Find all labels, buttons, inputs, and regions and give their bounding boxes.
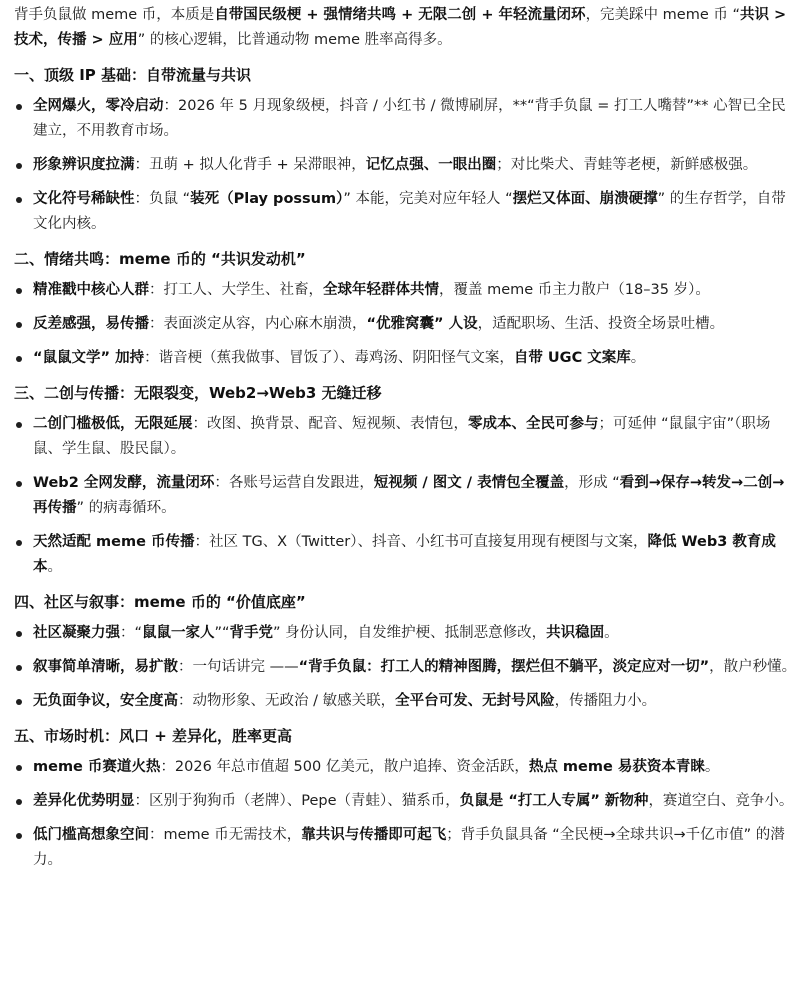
bold-text-run: 背手党 bbox=[229, 625, 274, 641]
text-run: 。 bbox=[604, 625, 619, 641]
bold-text-run: 零成本、全民可参与 bbox=[468, 416, 599, 432]
bullet-list bbox=[14, 412, 798, 580]
list-item bbox=[14, 412, 798, 462]
list-item bbox=[14, 530, 798, 580]
text-run: ：负鼠 “ bbox=[134, 191, 191, 207]
bold-text-run: 热点 meme 易获资本青睐 bbox=[528, 759, 705, 775]
list-item bbox=[14, 789, 798, 814]
text-run: ：一句话讲完 —— bbox=[178, 659, 299, 675]
text-run: ：“ bbox=[120, 625, 143, 641]
text-run: ；可延伸 “鼠鼠宇宙”（职场鼠、学生鼠、股民鼠）。 bbox=[33, 416, 771, 457]
text-run: ：各账号运营自发跟进， bbox=[214, 475, 374, 491]
list-item bbox=[14, 187, 798, 237]
text-run: 背手负鼠做 meme 币，本质是 bbox=[14, 7, 215, 23]
bold-text-run: Web2 全网发酵，流量闭环 bbox=[33, 475, 215, 491]
bold-text-run: 短视频 / 图文 / 表情包全覆盖 bbox=[373, 475, 565, 491]
text-run: ：社区 TG、X（Twitter）、抖音、小红书可直接复用现有梗图与文案， bbox=[194, 534, 648, 550]
sections-container bbox=[14, 62, 798, 873]
section-heading: 二、情绪共鸣：meme 币的 “共识发动机” bbox=[14, 250, 306, 268]
text-run: ” 身份认同，自发维护梗、抵制恶意修改， bbox=[273, 625, 547, 641]
bold-text-run: 降低 Web3 教育成本 bbox=[33, 534, 776, 575]
text-run: ：打工人、大学生、社畜， bbox=[149, 282, 323, 298]
bold-text-run: “鼠鼠文学” 加持 bbox=[33, 350, 145, 366]
text-run: ；对比柴犬、青蛙等老梗，新鲜感极强。 bbox=[496, 157, 758, 173]
text-run: ，覆盖 meme 币主力散户（18–35 岁）。 bbox=[439, 282, 710, 298]
text-run: ” 的生存哲学，自带文化内核。 bbox=[33, 191, 786, 232]
text-run: ：区别于狗狗币（老牌）、Pepe（青蛙）、猫系币， bbox=[134, 793, 460, 809]
bold-text-run: 文化符号稀缺性 bbox=[33, 191, 135, 207]
text-run: ：meme 币无需技术， bbox=[149, 827, 302, 843]
list-item bbox=[14, 621, 798, 646]
bold-text-run: 装死（Play possum） bbox=[190, 191, 344, 207]
bullet-list bbox=[14, 94, 798, 237]
bullet-dot-icon bbox=[16, 631, 22, 637]
text-run: ，形成 “ bbox=[564, 475, 620, 491]
bullet-dot-icon bbox=[16, 322, 22, 328]
bold-text-run: 全网爆火，零冷启动 bbox=[33, 98, 164, 114]
section-heading: 四、社区与叙事：meme 币的 “价值底座” bbox=[14, 593, 306, 611]
text-run: ” 本能，完美对应年轻人 “ bbox=[343, 191, 513, 207]
bullet-dot-icon bbox=[16, 765, 22, 771]
bullet-list bbox=[14, 278, 798, 371]
bold-text-run: 看到→保存→转发→二创→再传播 bbox=[33, 475, 785, 516]
bullet-dot-icon bbox=[16, 197, 22, 203]
text-run: ：表面淡定从容，内心麻木崩溃， bbox=[149, 316, 367, 332]
list-item bbox=[14, 346, 798, 371]
list-item bbox=[14, 278, 798, 303]
text-run: ：动物形象、无政治 / 敏感关联， bbox=[178, 693, 396, 709]
text-run: 。 bbox=[704, 759, 720, 775]
text-run: ” 的病毒循环。 bbox=[76, 500, 176, 516]
bold-text-run: 记忆点强、一眼出圈 bbox=[365, 157, 497, 173]
list-item bbox=[14, 94, 798, 144]
bullet-list bbox=[14, 621, 798, 714]
bold-text-run: 低门槛高想象空间 bbox=[33, 827, 149, 843]
section-heading: 一、顶级 IP 基础：自带流量与共识 bbox=[14, 66, 252, 84]
section-heading: 五、市场时机：风口 + 差异化，胜率更高 bbox=[14, 727, 293, 745]
list-item bbox=[14, 689, 798, 714]
text-run: ：谐音梗（蕉我做事、冒饭了）、毒鸡汤、阴阳怪气文案， bbox=[144, 350, 514, 366]
bullet-dot-icon bbox=[16, 422, 22, 428]
bullet-dot-icon bbox=[16, 481, 22, 487]
bold-text-run: “优雅窝囊” 人设 bbox=[366, 316, 478, 332]
text-run: ，赛道空白、竞争小。 bbox=[648, 793, 794, 809]
bold-text-run: 鼠鼠一家人 bbox=[142, 625, 215, 641]
list-item bbox=[14, 312, 798, 337]
bold-text-run: 天然适配 meme 币传播 bbox=[33, 534, 195, 550]
text-run: ” 的核心逻辑，比普通动物 meme 胜率高得多。 bbox=[137, 32, 452, 48]
bold-text-run: 全球年轻群体共情 bbox=[323, 282, 439, 298]
bold-text-run: 自带 UGC 文案库 bbox=[513, 350, 631, 366]
bold-text-run: “背手负鼠：打工人的精神图腾，摆烂但不躺平，淡定应对一切” bbox=[298, 659, 710, 675]
bullet-dot-icon bbox=[16, 288, 22, 294]
bold-text-run: 社区凝聚力强 bbox=[33, 625, 120, 641]
text-run: ，传播阻力小。 bbox=[554, 693, 657, 709]
bold-text-run: 靠共识与传播即可起飞 bbox=[301, 827, 447, 843]
text-run: ，适配职场、生活、投资全场景吐槽。 bbox=[477, 316, 725, 332]
bullet-dot-icon bbox=[16, 665, 22, 671]
bold-text-run: 差异化优势明显 bbox=[33, 793, 135, 809]
bullet-dot-icon bbox=[16, 699, 22, 705]
text-run: 。 bbox=[47, 559, 62, 575]
bold-text-run: 叙事简单清晰，易扩散 bbox=[33, 659, 178, 675]
text-run: ，完美踩中 meme 币 “ bbox=[585, 7, 740, 23]
bold-text-run: 摆烂又体面、崩溃硬撑 bbox=[512, 191, 658, 207]
text-run: ；背手负鼠具备 “全民梗→全球共识→千亿市值” 的潜力。 bbox=[33, 827, 785, 868]
bold-text-run: meme 币赛道火热 bbox=[33, 759, 161, 775]
text-run: ：2026 年总市值超 500 亿美元，散户追捧、资金活跃， bbox=[160, 759, 529, 775]
bullet-dot-icon bbox=[16, 833, 22, 839]
bold-text-run: 全平台可发、无封号风险 bbox=[395, 693, 555, 709]
bullet-dot-icon bbox=[16, 163, 22, 169]
list-item bbox=[14, 755, 798, 780]
list-item bbox=[14, 471, 798, 521]
bullet-dot-icon bbox=[16, 799, 22, 805]
text-run: 。 bbox=[630, 350, 646, 366]
text-run: ：丑萌 + 拟人化背手 + 呆滞眼神， bbox=[134, 157, 366, 173]
text-run: ：改图、换背景、配音、短视频、表情包， bbox=[192, 416, 468, 432]
bold-text-run: 共识 > 技术，传播 > 应用 bbox=[14, 7, 787, 48]
bold-text-run: 反差感强，易传播 bbox=[33, 316, 149, 332]
intro-paragraph bbox=[14, 3, 798, 53]
bold-text-run: 负鼠是 “打工人专属” 新物种 bbox=[459, 793, 649, 809]
bullet-dot-icon bbox=[16, 104, 22, 110]
list-item bbox=[14, 823, 798, 873]
list-item bbox=[14, 153, 798, 178]
bold-text-run: 形象辨识度拉满 bbox=[33, 157, 135, 173]
text-run: ：2026 年 5 月现象级梗，抖音 / 小红书 / 微博刷屏，**“背手负鼠 = 打工人嘴替”** 心智已全民建立，不用教育市场。 bbox=[33, 98, 786, 139]
bold-text-run: 自带国民级梗 + 强情绪共鸣 + 无限二创 + 年轻流量闭环 bbox=[214, 7, 586, 23]
bold-text-run: 二创门槛极低，无限延展 bbox=[33, 416, 193, 432]
text-run: ，散户秒懂。 bbox=[709, 659, 797, 675]
bullet-dot-icon bbox=[16, 356, 22, 362]
list-item bbox=[14, 655, 798, 680]
text-run: ”“ bbox=[214, 625, 230, 641]
bold-text-run: 无负面争议，安全度高 bbox=[33, 693, 178, 709]
bullet-list bbox=[14, 755, 798, 873]
bold-text-run: 精准戳中核心人群 bbox=[33, 282, 149, 298]
bullet-dot-icon bbox=[16, 540, 22, 546]
section-heading: 三、二创与传播：无限裂变，Web2→Web3 无缝迁移 bbox=[14, 384, 382, 402]
bold-text-run: 共识稳固 bbox=[546, 625, 605, 641]
